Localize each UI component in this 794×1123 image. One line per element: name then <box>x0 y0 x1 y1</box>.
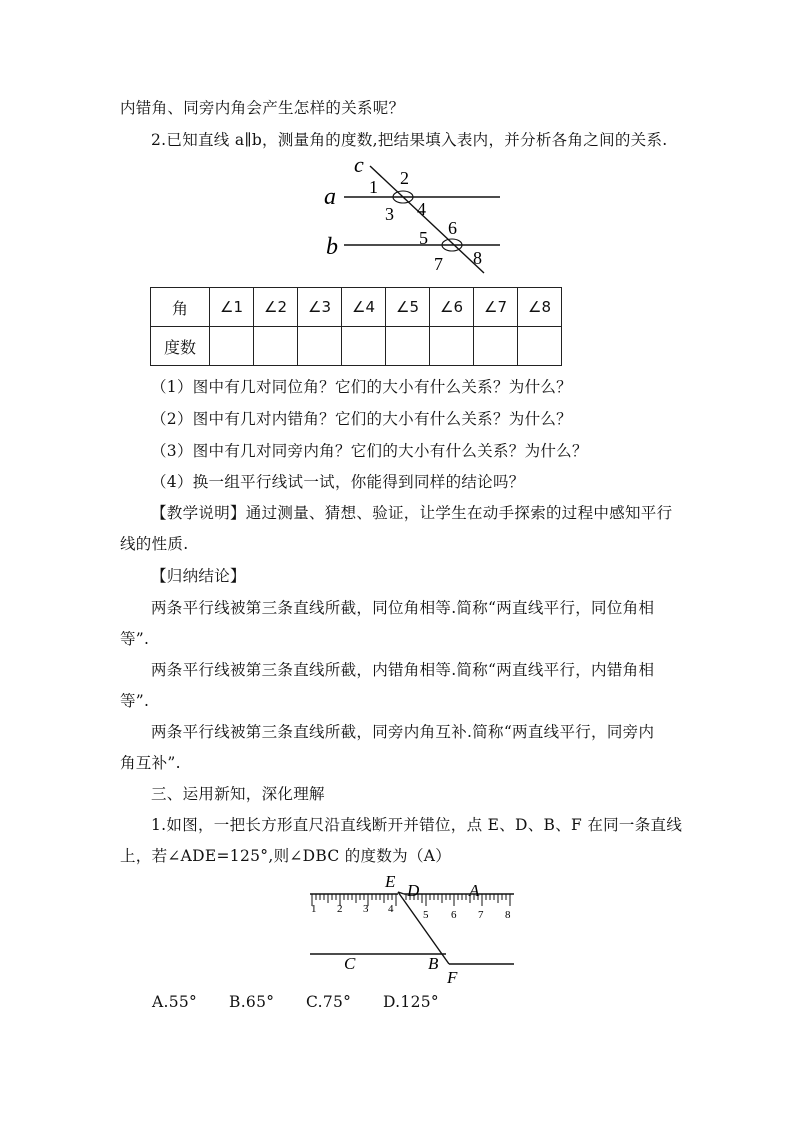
label-b: b <box>326 234 338 260</box>
table-col-header: ∠6 <box>430 288 474 327</box>
table-col-header: ∠3 <box>298 288 342 327</box>
table-cell <box>386 327 430 366</box>
table-col-header: ∠4 <box>342 288 386 327</box>
label-F: F <box>447 968 458 987</box>
label-D: D <box>407 881 420 900</box>
label-a: a <box>324 184 336 210</box>
label-angle-2: 2 <box>400 168 409 188</box>
angle-table <box>150 287 562 366</box>
table-cell <box>254 327 298 366</box>
question-1: （1）图中有几对同位角？它们的大小有什么关系？为什么？ <box>151 378 572 396</box>
ruler-number: 8 <box>505 909 511 921</box>
question-3: （3）图中有几对同旁内角？它们的大小有什么关系？为什么？ <box>151 442 588 460</box>
label-angle-7: 7 <box>434 254 443 274</box>
option-b: B.65° <box>229 993 275 1011</box>
teaching-note: 【教学说明】通过测量、猜想、验证，让学生在动手探索的过程中感知平行 <box>151 504 673 522</box>
conclusion-3: 两条平行线被第三条直线所截，同旁内角互补.简称“两直线平行，同旁内 <box>151 723 655 741</box>
question-4: （4）换一组平行线试一试，你能得到同样的结论吗？ <box>151 473 525 491</box>
paragraph-line: 内错角、同旁内角会产生怎样的关系呢？ <box>120 99 405 117</box>
parallel-lines-figure <box>318 152 508 280</box>
table-col-header: ∠5 <box>386 288 430 327</box>
conclusion-1: 两条平行线被第三条直线所截，同位角相等.简称“两直线平行，同位角相 <box>151 599 655 617</box>
label-angle-5: 5 <box>419 228 428 248</box>
ruler-number: 3 <box>363 903 369 915</box>
exercise-1: 1.如图，一把长方形直尺沿直线断开并错位，点 E、D、B、F 在同一条直线 <box>151 816 683 834</box>
table-cell <box>298 327 342 366</box>
ruler-number: 4 <box>388 903 394 915</box>
table-cell <box>518 327 562 366</box>
table-cell <box>474 327 518 366</box>
table-header-row <box>151 288 562 327</box>
ruler-number: 1 <box>311 903 317 915</box>
table-col-header: ∠2 <box>254 288 298 327</box>
ruler-figure <box>306 870 520 988</box>
label-c: c <box>354 152 364 177</box>
problem-2-statement: 2.已知直线 a∥b，测量角的度数,把结果填入表内，并分析各角之间的关系. <box>151 131 668 149</box>
conclusion-2: 两条平行线被第三条直线所截，内错角相等.简称“两直线平行，内错角相 <box>151 661 655 679</box>
label-angle-8: 8 <box>473 248 482 268</box>
ruler-right-ticks <box>406 894 510 906</box>
conclusion-heading: 【归纳结论】 <box>151 567 246 585</box>
teaching-note-continued: 线的性质. <box>120 535 189 553</box>
option-d: D.125° <box>383 993 439 1011</box>
table-col-header: ∠1 <box>210 288 254 327</box>
table-cell <box>430 327 474 366</box>
ruler-left-ticks <box>312 894 396 906</box>
table-col-header: ∠7 <box>474 288 518 327</box>
conclusion-3-continued: 角互补”. <box>120 754 181 772</box>
question-2: （2）图中有几对内错角？它们的大小有什么关系？为什么？ <box>151 410 572 428</box>
table-cell <box>342 327 386 366</box>
option-a: A.55° <box>152 993 198 1011</box>
table-col-header: ∠8 <box>518 288 562 327</box>
exercise-1-continued: 上，若∠ADE=125°,则∠DBC 的度数为（A） <box>120 847 452 865</box>
break-line-EF <box>398 892 449 964</box>
option-c: C.75° <box>306 993 352 1011</box>
ruler-number: 7 <box>478 909 484 921</box>
label-E: E <box>385 872 396 891</box>
table-cell <box>210 327 254 366</box>
ruler-number: 6 <box>451 909 457 921</box>
label-angle-1: 1 <box>369 177 378 197</box>
table-row <box>151 327 562 366</box>
ruler-number: 2 <box>337 903 343 915</box>
conclusion-2-continued: 等”. <box>120 692 150 710</box>
label-angle-4: 4 <box>417 199 426 219</box>
label-A: A <box>469 881 480 900</box>
table-row-label: 度数 <box>151 327 210 366</box>
label-angle-3: 3 <box>385 204 394 224</box>
label-angle-6: 6 <box>448 218 457 238</box>
label-B: B <box>428 954 439 973</box>
section-heading: 三、运用新知，深化理解 <box>151 785 325 803</box>
conclusion-1-continued: 等”. <box>120 630 150 648</box>
table-header-label: 角 <box>151 288 210 327</box>
label-C: C <box>344 954 356 973</box>
ruler-number: 5 <box>423 909 429 921</box>
